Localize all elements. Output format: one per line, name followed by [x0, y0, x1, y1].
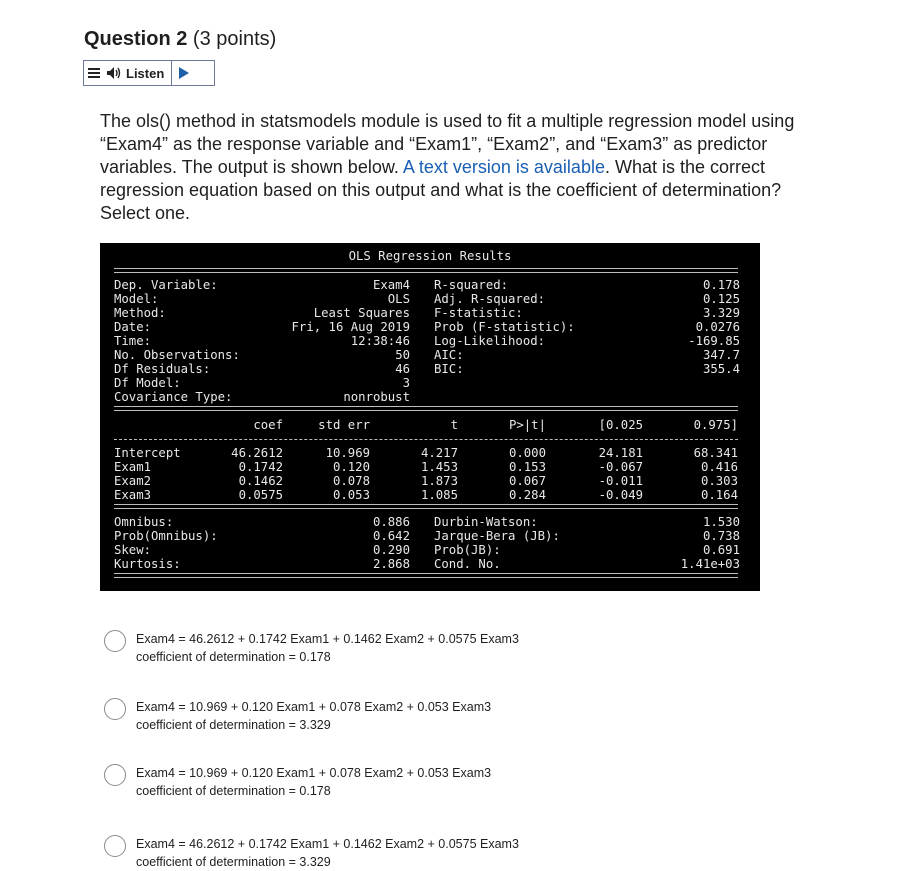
listen-divider: [171, 61, 172, 85]
stat-value: 0.125: [702, 292, 740, 306]
radio-button[interactable]: [104, 764, 126, 786]
summary-value: 50: [395, 348, 410, 362]
stat-label: Prob (F-statistic):: [434, 320, 575, 334]
stat-value: 3.329: [702, 306, 740, 320]
diag-value: 0.738: [702, 529, 740, 543]
diag-label: Jarque-Bera (JB):: [434, 529, 560, 543]
coef-cell: 1.873: [420, 474, 458, 488]
option-equation: Exam4 = 10.969 + 0.120 Exam1 + 0.078 Exam2 + 0.053 Exam3: [136, 700, 492, 714]
diag-label: Skew:: [114, 543, 152, 557]
option-r2: coefficient of determination = 3.329: [136, 718, 331, 732]
summary-value: 12:38:46: [350, 334, 410, 348]
coef-cell: 10.969: [325, 446, 370, 460]
diag-value: 1.41e+03: [680, 557, 740, 571]
play-icon[interactable]: [179, 67, 189, 79]
summary-label: Time:: [114, 334, 152, 348]
diag-label: Cond. No.: [434, 557, 501, 571]
coef-cell: -0.011: [598, 474, 643, 488]
option-equation: Exam4 = 46.2612 + 0.1742 Exam1 + 0.1462 Exam2 + 0.0575 Exam3: [136, 837, 519, 851]
summary-value: 46: [395, 362, 410, 376]
ols-title: OLS Regression Results: [348, 249, 512, 263]
coef-row-name: Intercept: [114, 446, 181, 460]
radio-button[interactable]: [104, 835, 126, 857]
option-r2: coefficient of determination = 3.329: [136, 855, 331, 869]
answer-option-1[interactable]: [104, 630, 519, 666]
coef-row-name: Exam2: [114, 474, 152, 488]
answer-option-4[interactable]: [104, 835, 519, 871]
summary-label: Df Model:: [114, 376, 181, 390]
stat-label: Log-Likelihood:: [434, 334, 546, 348]
coef-cell: 0.000: [508, 446, 546, 460]
stat-label: Adj. R-squared:: [434, 292, 546, 306]
t-header: t: [450, 418, 458, 432]
summary-label: No. Observations:: [114, 348, 240, 362]
stat-value: 347.7: [702, 348, 740, 362]
summary-value: OLS: [387, 292, 410, 306]
coef-cell: -0.067: [598, 460, 643, 474]
question-text: [100, 110, 820, 225]
coef-cell: 46.2612: [231, 446, 283, 460]
stat-label: BIC:: [434, 362, 464, 376]
dashed-rule: [114, 439, 738, 440]
coef-cell: 1.453: [420, 460, 458, 474]
diag-label: Durbin-Watson:: [434, 515, 538, 529]
summary-label: Dep. Variable:: [114, 278, 218, 292]
summary-value: 3: [402, 376, 410, 390]
summary-label: Df Residuals:: [114, 362, 211, 376]
question-title: [84, 28, 276, 51]
summary-value: nonrobust: [343, 390, 410, 404]
diag-label: Prob(JB):: [434, 543, 501, 557]
summary-label: Date:: [114, 320, 152, 334]
coef-cell: 0.120: [332, 460, 370, 474]
summary-label: Covariance Type:: [114, 390, 233, 404]
diag-label: Kurtosis:: [114, 557, 181, 571]
coef-cell: 0.067: [508, 474, 546, 488]
summary-label: Method:: [114, 306, 166, 320]
coef-cell: 0.284: [508, 488, 546, 502]
diag-value: 2.868: [372, 557, 410, 571]
stat-label: F-statistic:: [434, 306, 523, 320]
diag-label: Prob(Omnibus):: [114, 529, 218, 543]
coef-cell: 0.164: [700, 488, 738, 502]
stat-label: R-squared:: [434, 278, 509, 292]
stat-label: AIC:: [434, 348, 464, 362]
stat-value: 0.0276: [695, 320, 740, 334]
coef-cell: 0.153: [508, 460, 546, 474]
stat-value: -169.85: [688, 334, 740, 348]
coef-cell: 0.0575: [238, 488, 283, 502]
ci-low-header: [0.025: [598, 418, 643, 432]
diag-value: 1.530: [702, 515, 740, 529]
option-equation: Exam4 = 10.969 + 0.120 Exam1 + 0.078 Exam2 + 0.053 Exam3: [136, 766, 492, 780]
stat-value: 355.4: [702, 362, 740, 376]
double-rule: [114, 573, 738, 578]
diag-label: Omnibus:: [114, 515, 174, 529]
question-points: (3 points): [192, 28, 277, 50]
coef-cell: 0.078: [332, 474, 370, 488]
stat-value: 0.178: [702, 278, 740, 292]
coef-cell: 4.217: [420, 446, 458, 460]
summary-value: Exam4: [372, 278, 410, 292]
double-rule: [114, 268, 738, 273]
option-r2: coefficient of determination = 0.178: [136, 784, 331, 798]
listen-label[interactable]: Listen: [126, 65, 165, 81]
coef-row-name: Exam1: [114, 460, 152, 474]
listen-widget[interactable]: [83, 60, 215, 86]
coef-cell: 1.085: [420, 488, 458, 502]
std-err-header: std err: [318, 418, 370, 432]
coef-cell: 0.303: [700, 474, 738, 488]
option-equation: Exam4 = 46.2612 + 0.1742 Exam1 + 0.1462 Exam2 + 0.0575 Exam3: [136, 632, 519, 646]
coef-cell: 68.341: [693, 446, 738, 460]
text-version-link[interactable]: A text version is available: [402, 157, 605, 177]
question-text-part-2: . What is the correct regression equation based on this output and what is the coefficient of determination? Select one.: [100, 157, 782, 223]
diag-value: 0.691: [702, 543, 740, 557]
answer-option-2[interactable]: [104, 698, 491, 734]
p-header: P>|t|: [508, 418, 546, 432]
question-text-part-1: The ols() method in statsmodels module is used to fit a multiple regression model using “Exam4” as the response variable and “Exam1”, “Exam2”, and “Exam3” as predictor variables. The output is shown below.: [100, 111, 795, 177]
speaker-icon: [106, 66, 122, 80]
answer-option-3[interactable]: [104, 764, 491, 800]
coef-cell: 0.053: [332, 488, 370, 502]
coef-row-name: Exam3: [114, 488, 152, 502]
coef-header: coef: [253, 418, 283, 432]
double-rule: [114, 406, 738, 411]
coef-cell: 0.416: [700, 460, 738, 474]
double-rule: [114, 504, 738, 509]
coef-cell: 0.1462: [238, 474, 283, 488]
radio-button[interactable]: [104, 698, 126, 720]
question-number: Question 2: [84, 28, 188, 50]
summary-value: Fri, 16 Aug 2019: [291, 320, 410, 334]
coef-cell: -0.049: [598, 488, 643, 502]
ci-high-header: 0.975]: [693, 418, 738, 432]
diag-value: 0.642: [372, 529, 410, 543]
diag-value: 0.886: [372, 515, 410, 529]
option-r2: coefficient of determination = 0.178: [136, 650, 331, 664]
coef-cell: 24.181: [598, 446, 643, 460]
ols-regression-output: [100, 243, 760, 591]
menu-icon[interactable]: [88, 67, 100, 79]
coef-cell: 0.1742: [238, 460, 283, 474]
summary-label: Model:: [114, 292, 159, 306]
diag-value: 0.290: [372, 543, 410, 557]
summary-value: Least Squares: [313, 306, 410, 320]
radio-button[interactable]: [104, 630, 126, 652]
